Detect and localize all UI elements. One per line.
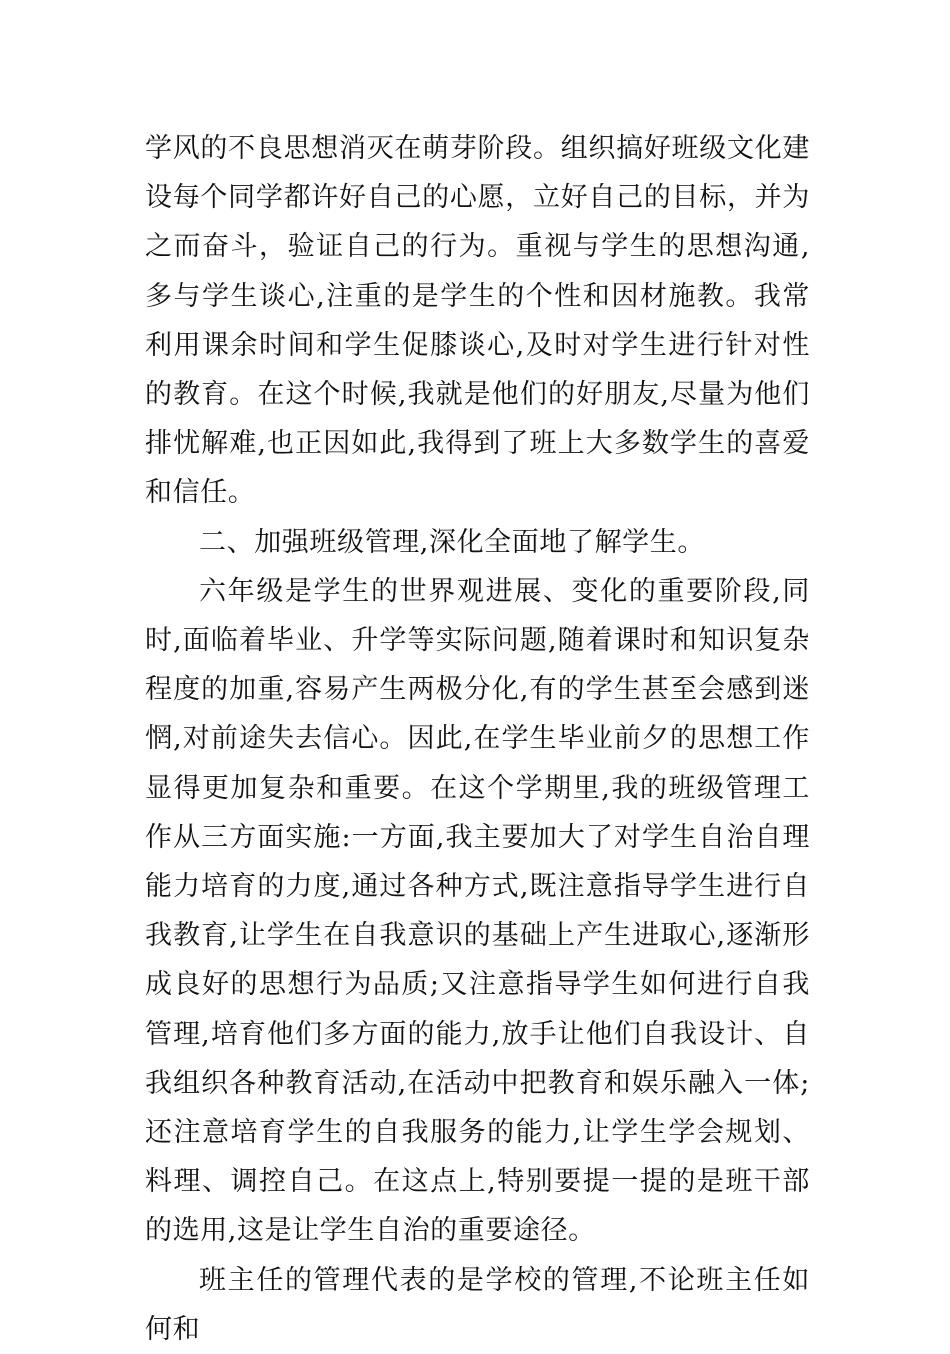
section-heading-2: 二、加强班级管理,深化全面地了解学生。	[199, 526, 705, 558]
paragraph-4: 班主任的管理代表的是学校的管理,不论班主任如何和	[145, 1264, 810, 1345]
paragraph-1: 学风的不良思想消灭在萌芽阶段。组织搞好班级文化建设每个同学都许好自己的心愿，立好自己的目标，并为之而奋斗，验证自己的行为。重视与学生的思想沟通,多与学生谈心,注重的是学生的个性和因材施教。我常利用课余时间和学生促膝谈心,及时对学生进行针对性的教育。在这个时候,我就是他们的好朋友,尽量为他们排忧解难,也正因如此,我得到了班上大多数学生的喜爱和信任。	[145, 133, 810, 509]
paragraph-3: 六年级是学生的世界观进展、变化的重要阶段,同时,面临着毕业、升学等实际问题,随着课时和知识复杂程度的加重,容易产生两极分化,有的学生甚至会感到迷惘,对前途失去信心。因此,在学生毕业前夕的思想工作显得更加复杂和重要。在这个学期里,我的班级管理工作从三方面实施:一方面,我主要加大了对学生自治自理能力培育的力度,通过各种方式,既注意指导学生进行自我教育,让学生在自我意识的基础上产生进取心,逐渐形成良好的思想行为品质;又注意指导学生如何进行自我管理,培育他们多方面的能力,放手让他们自我设计、自我组织各种教育活动,在活动中把教育和娱乐融入一体;还注意培育学生的自我服务的能力,让学生学会规划、料理、调控自己。在这点上,特别要提一提的是班干部的选用,这是让学生自治的重要途径。	[145, 575, 810, 1247]
document-body	[145, 124, 810, 1354]
